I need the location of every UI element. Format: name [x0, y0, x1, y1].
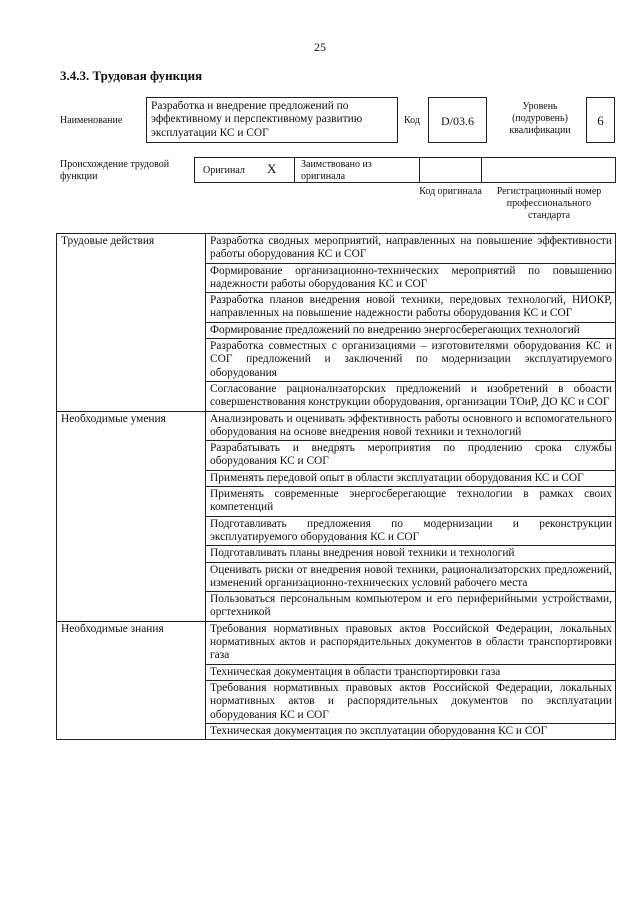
- name-label: Наименование: [60, 115, 123, 126]
- level-label: Уровень (подуровень) квалификации: [509, 101, 571, 136]
- item-cell: Разработка совместных с организациями – изготовителями оборудования КС и СОГ предложений и заключений по модернизации эксплуатируемого оборудования: [206, 339, 616, 382]
- original-mark: X: [267, 161, 277, 176]
- item-cell: Пользоваться персональным компьютером и его периферийными устройствами, оргтехникой: [206, 592, 616, 622]
- origin-code-cell: [419, 157, 482, 183]
- table-row: [57, 621, 616, 664]
- table-row: [57, 234, 616, 264]
- item-cell: Техническая документация в области транспортировки газа: [206, 664, 616, 680]
- item-cell: Формирование предложений по внедрению энергосберегающих технологий: [206, 322, 616, 338]
- code-box: [428, 97, 487, 143]
- item-cell: Подготавливать предложения по модернизации и реконструкции эксплуатируемого оборудования КС и СОГ: [206, 516, 616, 546]
- item-cell: Разработка сводных мероприятий, направленных на повышение эффективности работы оборудования КС и СОГ: [206, 234, 616, 264]
- original-label: Оригинал: [203, 165, 245, 176]
- function-name-box: [146, 97, 398, 143]
- category-cell: Трудовые действия: [57, 234, 206, 412]
- item-cell: Подготавливать планы внедрения новой техники и технологий: [206, 546, 616, 562]
- function-name-value: Разработка и внедрение предложений по эффективному и перспективному развитию эксплуатации КС и СОГ: [151, 100, 363, 139]
- item-cell: Оценивать риски от внедрения новой техники, рационализаторских предложений, изменений организационно-технических условий рабочего места: [206, 562, 616, 592]
- code-value: D/03.6: [441, 114, 474, 128]
- function-details-table: [56, 233, 616, 740]
- item-cell: Согласование рационализаторских предложений и изобретений в обоасти совершенствования конструкции оборудования, организации ТОиР, ДО КС и СОГ: [206, 381, 616, 411]
- item-cell: Разрабатывать и внедрять мероприятия по продлению срока службы оборудования КС и СОГ: [206, 441, 616, 471]
- item-cell: Требования нормативных правовых актов Российской Федерации, локальных нормативных актов и распорядительных документов по эксплуатации оборудования КС и СОГ: [206, 680, 616, 723]
- borrowed-cell: [294, 157, 420, 183]
- original-cell: [194, 157, 295, 183]
- code-label: Код: [404, 115, 420, 126]
- borrowed-label: Заимствовано из оригинала: [301, 159, 372, 182]
- origin-code-caption: Код оригинала: [419, 186, 482, 197]
- reg-number-cell: [481, 157, 616, 183]
- item-cell: Требования нормативных правовых актов Российской Федерации, локальных нормативных актов и распорядительных документов в области транспортировки газа: [206, 621, 616, 664]
- reg-number-caption: Регистрационный номер профессионального стандарта: [496, 186, 602, 221]
- item-cell: Разработка планов внедрения новой техники, передовых технологий, НИОКР, направленных на повышение надежности работы оборудования КС и СОГ: [206, 293, 616, 323]
- item-cell: Техническая документация по эксплуатации оборудования КС и СОГ: [206, 723, 616, 739]
- table-row: [57, 411, 616, 441]
- category-cell: Необходимые умения: [57, 411, 206, 621]
- level-box: [586, 97, 615, 143]
- item-cell: Анализировать и оценивать эффективность работы основного и вспомогательного оборудования на основе внедрения новой техники и технологий: [206, 411, 616, 441]
- item-cell: Применять передовой опыт в области эксплуатации оборудования КС и СОГ: [206, 470, 616, 486]
- level-value: 6: [597, 113, 604, 128]
- origin-label: Происхождение трудовой функции: [60, 159, 170, 182]
- item-cell: Применять современные энергосберегающие технологии в рамках своих компетенций: [206, 487, 616, 517]
- section-title: 3.4.3. Трудовая функция: [60, 68, 203, 83]
- item-cell: Формирование организационно-технических мероприятий по повышению надежности работы оборудования КС и СОГ: [206, 263, 616, 293]
- page-number: 25: [314, 40, 326, 54]
- category-cell: Необходимые знания: [57, 621, 206, 739]
- function-details-body: [57, 234, 616, 740]
